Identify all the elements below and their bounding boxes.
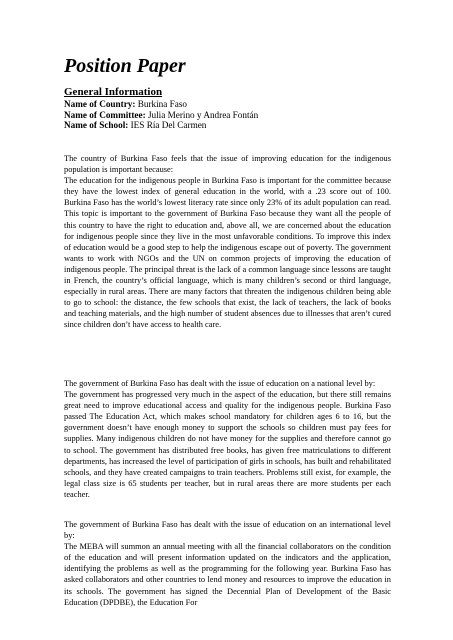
committee-label: Name of Committee: bbox=[64, 109, 146, 120]
national-level-intro: The government of Burkina Faso has dealt with the issue of education on a national level by: bbox=[64, 379, 376, 388]
country-label: Name of Country: bbox=[64, 99, 136, 109]
international-level-intro: The government of Burkina Faso has dealt with the issue of education on an international level by: bbox=[64, 520, 391, 541]
general-information-section bbox=[64, 86, 394, 131]
country-row bbox=[64, 99, 394, 110]
general-information-heading: General Information bbox=[64, 86, 163, 98]
country-value: Burkina Faso bbox=[137, 99, 188, 109]
importance-intro: The country of Burkina Faso feels that the issue of improving education for the indigenous population is important because: bbox=[64, 154, 391, 175]
school-label: Name of School: bbox=[64, 120, 129, 130]
school-value: IES Ría Del Carmen bbox=[130, 120, 207, 130]
importance-paragraph bbox=[64, 153, 391, 331]
committee-value: Julia Merino y Andrea Fontán bbox=[147, 109, 259, 120]
committee-row bbox=[64, 110, 394, 121]
document-title: Position Paper bbox=[64, 55, 186, 77]
importance-body: The education for the indigenous people in Burkina Faso is important for the committee because they have the lowest index of general education in the world, with a .23 score out of 100. Burkina Faso has the world’s lowest literacy rate since only 23% of its adult population can read. This topic is important to the government of Burkina Faso because they want all the people of this country to have the right to education and, above all, we are concerned about the education for indigenous people since they live in the most unfavorable conditions. To improve this index of education would be a good step to help the indigenous escape out of poverty. The government wants to work with NGOs and the UN on common projects of improving the education of indigenous people. The principal threat is the lack of a common language since lessons are taught in French, the country’s official language, which is many children’s second or third language, especially in rural areas. There are many factors that threaten the indigenous children being able to go to school: the distance, the few schools that exist, the lack of teachers, the lack of books and teaching materials, and the high number of student absences due to illnesses that aren’t cured since children don’t have access to health care. bbox=[64, 176, 391, 330]
international-level-body: The MEBA will summon an annual meeting with all the financial collaborators on the condition of the education and will present information updated on the indicators and the application, identifying the problems as well as the programming for the following year. Burkina Faso has asked collaborators and other countries to lend money and resources to improve the education in its schools. The government has signed the Decennial Plan of Development of the Basic Education (DPDBE), the Education For bbox=[64, 542, 391, 607]
school-row bbox=[64, 120, 394, 131]
national-level-body: The government has progressed very much in the aspect of the education, but there still remains great need to improve educational access and quality for the indigenous people. Burkina Faso passed The Education Act, which makes school mandatory for children ages 6 to 16, but the government doesn’t have enough money to support the schools so children must pay fees for supplies. Many indigenous children do not have money for the supplies and therefore cannot go to school. The government has distributed free books, has given free matriculations to different departments, has increased the level of participation of girls in schools, has built and rehabilitated schools, and they have created campaigns to train teachers. Problems still exist, for example, the legal class size is 65 students per teacher, but in rural areas there are more students per each teacher. bbox=[64, 390, 391, 499]
international-level-paragraph bbox=[64, 519, 391, 608]
national-level-paragraph bbox=[64, 378, 391, 500]
